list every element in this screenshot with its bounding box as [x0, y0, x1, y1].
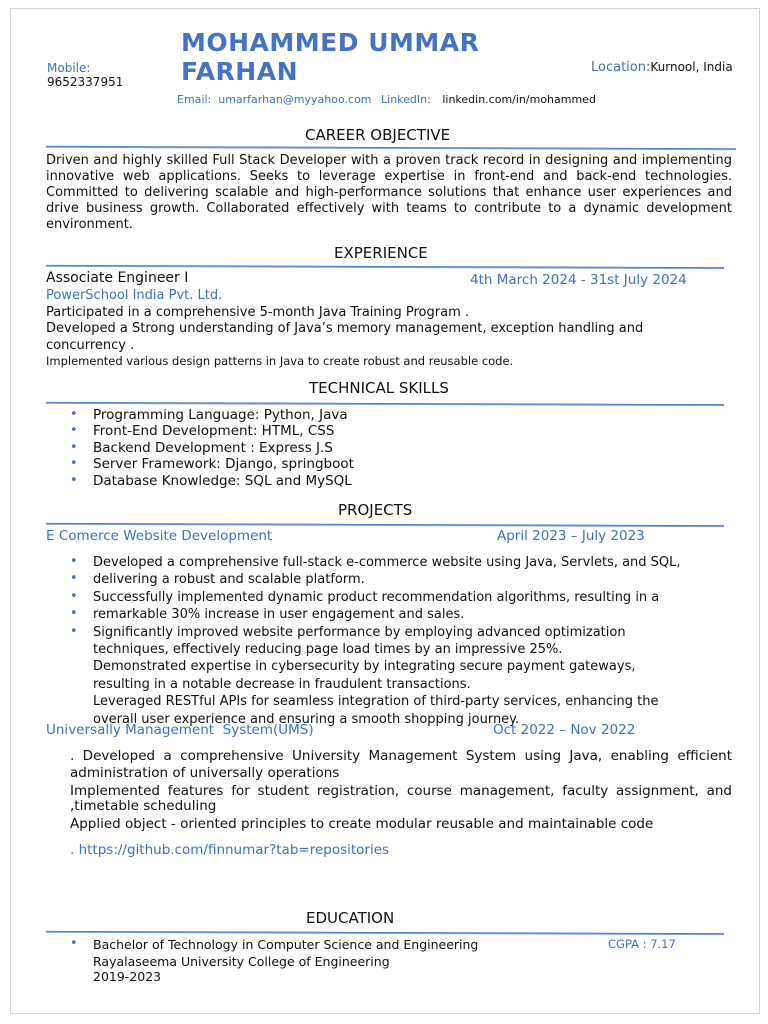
list-item: • delivering a robust and scalable platform.	[70, 571, 365, 588]
project-2-dates: Oct 2022 – Nov 2022	[493, 722, 636, 738]
experience-line-4: Implemented various design patterns in Java to create robust and reusable code.	[46, 354, 514, 368]
project-2-para-2b: ,timetable scheduling	[70, 798, 217, 814]
list-item: • remarkable 30% increase in user engagement and sales.	[70, 606, 465, 623]
mobile-value: 9652337951	[47, 75, 124, 89]
project-2-para-3: Applied object - oriented principles to create modular reusable and maintainable code	[70, 816, 654, 832]
education-heading: EDUCATION	[306, 909, 395, 927]
experience-dates: 4th March 2024 - 31st July 2024	[470, 272, 687, 288]
project-2-para-1: . Developed a comprehensive University Management System using Java, enabling efficient administration of universally operations	[70, 748, 732, 781]
email-label: Email:	[177, 93, 212, 106]
education-degree: Bachelor of Technology in Computer Science and Engineering	[93, 937, 479, 952]
list-item: • Server Framework: Django, springboot	[70, 456, 354, 473]
list-item: overall user experience and ensuring a smooth shopping journey.	[93, 711, 520, 727]
github-link[interactable]: . https://github.com/finnumar?tab=repositories	[70, 842, 390, 858]
contact-line	[177, 93, 596, 106]
bullet-icon: •	[70, 936, 78, 951]
list-item: techniques, effectively reducing page load times by an impressive 25%.	[93, 642, 563, 658]
list-item: • Developed a comprehensive full-stack e-commerce website using Java, Servlets, and SQL,	[70, 554, 681, 570]
experience-line-2: Developed a Strong understanding of Java’s memory management, exception handling and	[46, 321, 644, 336]
bullet-icon: •	[70, 407, 78, 422]
location-label: Location:	[591, 60, 651, 75]
bullet-icon: •	[70, 571, 78, 587]
education-years: 2019-2023	[93, 969, 162, 984]
experience-line-1: Participated in a comprehensive 5-month Java Training Program .	[46, 305, 469, 320]
email-link[interactable]: umarfarhan@myyahoo.com	[211, 93, 372, 106]
project-1-list	[70, 554, 681, 728]
skills-heading: TECHNICAL SKILLS	[309, 379, 449, 397]
list-item: • Successfully implemented dynamic product recommendation algorithms, resulting in a	[70, 588, 660, 605]
experience-line-3: concurrency .	[46, 338, 135, 353]
projects-heading: PROJECTS	[338, 501, 413, 519]
location-value: Kurnool, India	[650, 60, 733, 74]
name-line-2: FARHAN	[181, 57, 299, 86]
bullet-icon: •	[70, 439, 78, 455]
list-item: resulting in a notable decrease in fraudulent transactions.	[93, 676, 471, 692]
list-item: • Database Knowledge: SQL and MySQL	[70, 472, 352, 489]
project-2-para-2: Implemented features for student registration, course management, faculty assignment, and	[70, 783, 732, 799]
linkedin-link[interactable]: linkedin.com/in/mohammed	[442, 93, 596, 106]
list-item: • Significantly improved website performance by employing advanced optimization	[70, 623, 626, 640]
bullet-icon: •	[70, 554, 78, 569]
project-1-dates: April 2023 – July 2023	[497, 528, 645, 544]
list-item: • Front-End Development: HTML, CSS	[70, 423, 335, 440]
experience-role: Associate Engineer I	[46, 270, 189, 286]
career-text: Driven and highly skilled Full Stack Developer with a proven track record in designing and implementing innovative web applications. Seeks to leverage expertise in front-end and back-end technologies. Committed to delivering scalable and high-performance solutions that enhance user experiences and drive business growth. Collaborated effectively with teams to contribute to a dynamic development environment.	[46, 153, 732, 232]
experience-heading: EXPERIENCE	[334, 244, 428, 262]
project-2-title: Universally Management System(UMS)	[46, 722, 314, 738]
bullet-icon: •	[70, 472, 78, 488]
education-college: Rayalaseema University College of Engineering	[93, 954, 390, 969]
bullet-icon: •	[70, 423, 78, 439]
location	[591, 60, 733, 75]
education-cgpa: CGPA : 7.17	[608, 937, 676, 951]
bullet-icon: •	[70, 623, 78, 639]
name-line-1: MOHAMMED UMMAR	[181, 28, 480, 57]
mobile-label: Mobile:	[47, 61, 91, 75]
list-item: Demonstrated expertise in cybersecurity by integrating secure payment gateways,	[93, 659, 636, 675]
career-heading: CAREER OBJECTIVE	[305, 126, 451, 144]
bullet-icon: •	[70, 588, 78, 604]
linkedin-label: LinkedIn:	[381, 93, 431, 106]
list-item: Leveraged RESTful APIs for seamless integration of third-party services, enhancing the	[93, 694, 659, 710]
list-item: • Programming Language: Python, Java	[70, 407, 348, 423]
skills-list	[70, 407, 354, 489]
list-item: • Backend Development : Express J.S	[70, 439, 333, 456]
bullet-icon: •	[70, 456, 78, 472]
experience-company: PowerSchool India Pvt. Ltd.	[46, 288, 223, 303]
bullet-icon: •	[70, 606, 78, 622]
project-1-title: E Comerce Website Development	[46, 528, 273, 544]
